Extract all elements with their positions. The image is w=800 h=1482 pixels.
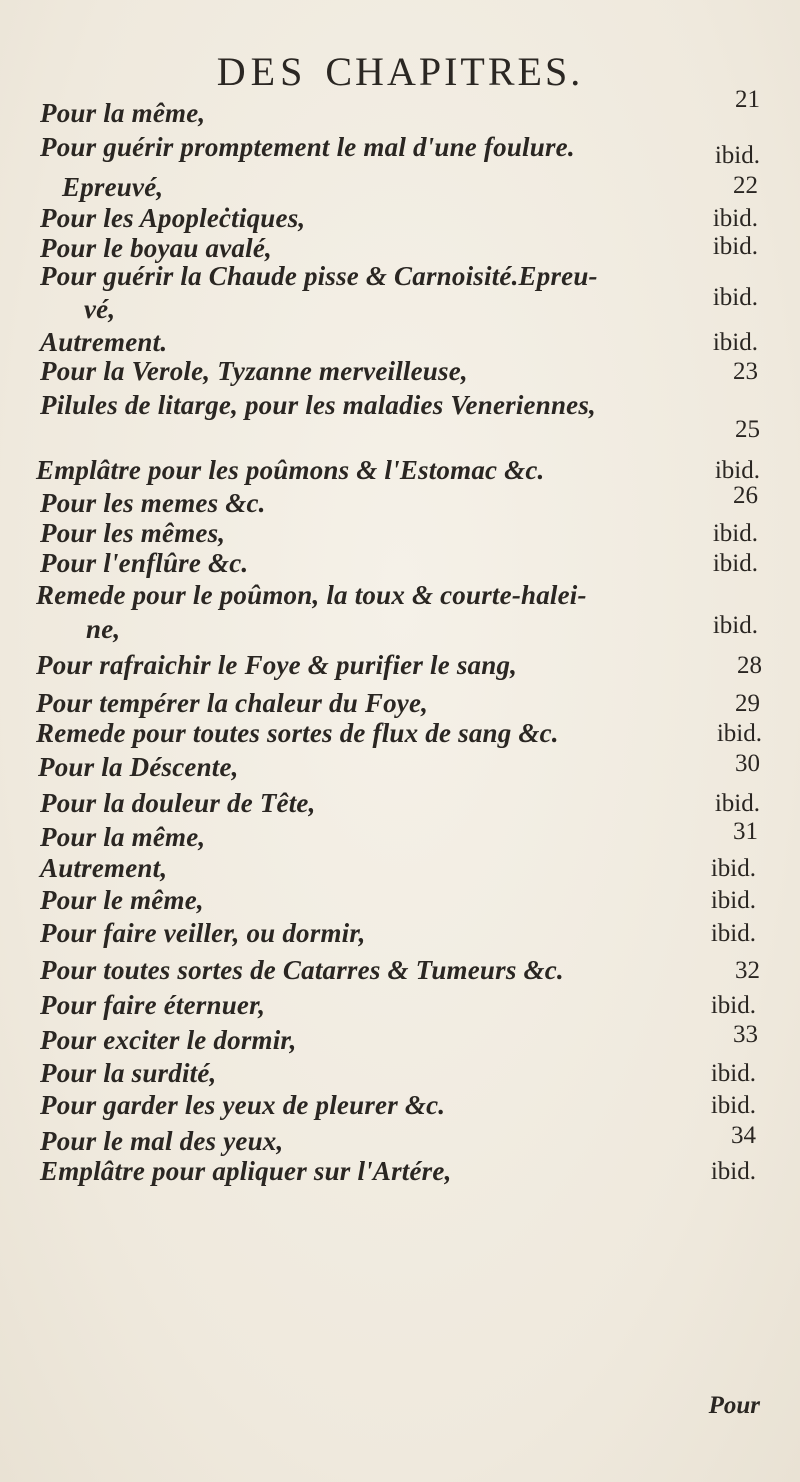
list-item [0, 818, 800, 856]
running-header [0, 48, 800, 95]
entry-title: Pour exciter le dormir, [40, 1025, 297, 1055]
entry-page-ref: ibid. [714, 790, 760, 817]
entry-title: Autrement, [40, 853, 168, 883]
entry-page-ref: 34 [731, 1122, 756, 1149]
entry-title: Autrement. [40, 327, 168, 357]
list-item [0, 518, 800, 552]
entry-page-ref: 29 [735, 690, 760, 717]
entry-page-ref: 31 [733, 818, 758, 845]
entry-page-ref: ibid. [710, 1158, 756, 1185]
list-item [0, 284, 800, 328]
entry-title: vé, [84, 294, 116, 324]
entry-title: Pilules de litarge, pour les maladies Veneriennes, [40, 390, 597, 420]
entry-title: Emplâtre pour apliquer sur l'Artére, [40, 1156, 452, 1186]
list-item [0, 356, 800, 390]
entry-page-ref: ibid. [712, 284, 758, 311]
entry-page-ref: 33 [733, 1021, 758, 1048]
list-item [0, 1090, 800, 1124]
list-item [0, 86, 800, 132]
list-item [0, 261, 800, 295]
entry-page-ref: ibid. [710, 992, 756, 1019]
entry-page-ref: 23 [733, 358, 758, 385]
list-item [0, 918, 800, 952]
list-item [0, 1021, 800, 1059]
list-item [0, 650, 800, 684]
list-item [0, 752, 800, 786]
entry-title: Remede pour toutes sortes de flux de sang &c. [36, 718, 559, 748]
list-item [0, 788, 800, 822]
entry-page-ref: ibid. [712, 520, 758, 547]
list-item [0, 548, 800, 582]
entry-page-ref: ibid. [710, 920, 756, 947]
entry-title: Pour la surdité, [40, 1058, 217, 1088]
entry-title: Pour les memes &c. [40, 488, 266, 518]
entry-page-ref: ibid. [714, 142, 760, 169]
entry-page-ref: 25 [735, 416, 760, 443]
entry-page-ref: ibid. [714, 457, 760, 484]
list-item [0, 390, 800, 424]
entry-page-ref: 26 [733, 482, 758, 509]
entry-page-ref: ibid. [712, 550, 758, 577]
entry-title: Pour l'enflûre &c. [40, 548, 249, 578]
entry-title: Pour guérir la Chaude pisse & Carnoisité.Epreu- [40, 261, 598, 291]
entry-title: Pour rafraichir le Foye & purifier le sang, [36, 650, 518, 680]
entry-page-ref: ibid. [710, 1092, 756, 1119]
header-word-1: DES [216, 49, 308, 94]
entry-title: Emplâtre pour les poûmons & l'Estomac &c. [36, 455, 545, 485]
entry-page-ref: 32 [735, 957, 760, 984]
list-item [0, 1156, 800, 1190]
list-item [0, 990, 800, 1024]
entry-page-ref: 22 [733, 172, 758, 199]
list-item [0, 614, 800, 648]
catchword: Pour [708, 1392, 760, 1419]
list-item [0, 718, 800, 752]
entry-title: Epreuvé, [62, 172, 164, 202]
list-item [0, 482, 800, 522]
entry-title: ne, [86, 614, 121, 644]
list-item [0, 853, 800, 887]
entry-title: Pour tempérer la chaleur du Foye, [36, 688, 429, 718]
entry-title: Pour toutes sortes de Catarres & Tumeurs &c. [40, 955, 564, 985]
list-item [0, 580, 800, 614]
entry-title: Pour les mêmes, [40, 518, 226, 548]
entry-page-ref: 28 [737, 652, 762, 679]
entry-title: Pour le mal des yeux, [40, 1126, 284, 1156]
entry-page-ref: ibid. [712, 329, 758, 356]
list-item [0, 955, 800, 989]
list-item [0, 688, 800, 722]
list-item [0, 203, 800, 237]
entry-title: Pour le même, [40, 885, 204, 915]
entry-title: Pour faire veiller, ou dormir, [40, 918, 366, 948]
list-item [0, 416, 800, 454]
entry-title: Pour faire éternuer, [40, 990, 266, 1020]
entry-page-ref: ibid. [712, 205, 758, 232]
list-item [0, 1058, 800, 1092]
header-word-2: CHAPITRES. [325, 49, 584, 94]
entry-page-ref: ibid. [712, 233, 758, 260]
entry-page-ref: ibid. [710, 855, 756, 882]
entry-page-ref: ibid. [712, 612, 758, 639]
entry-title: Pour la Verole, Tyzanne merveilleuse, [40, 356, 468, 386]
entry-title: Remede pour le poûmon, la toux & courte-halei- [36, 580, 587, 610]
entry-page-ref: ibid. [710, 1060, 756, 1087]
entry-title: Pour la même, [40, 98, 206, 128]
list-item [0, 885, 800, 919]
entry-page-ref: 21 [735, 86, 760, 113]
entry-page-ref: ibid. [710, 887, 756, 914]
entry-title: Pour guérir promptement le mal d'une foulure. [40, 132, 575, 162]
entry-title: Pour le boyau avalé, [40, 233, 272, 263]
list-item [0, 455, 800, 489]
entry-title: Pour les Apopleċtiques, [40, 203, 306, 233]
entry-title: Pour la douleur de Tête, [40, 788, 316, 818]
entry-title: Pour la même, [40, 822, 206, 852]
entry-title: Pour garder les yeux de pleurer &c. [40, 1090, 446, 1120]
entry-title: Pour la Déscente, [38, 752, 239, 782]
list-item [0, 172, 800, 206]
list-item [0, 132, 800, 169]
entry-page-ref: 30 [735, 750, 760, 777]
list-item [0, 1122, 800, 1160]
entry-page-ref: ibid. [716, 720, 762, 747]
